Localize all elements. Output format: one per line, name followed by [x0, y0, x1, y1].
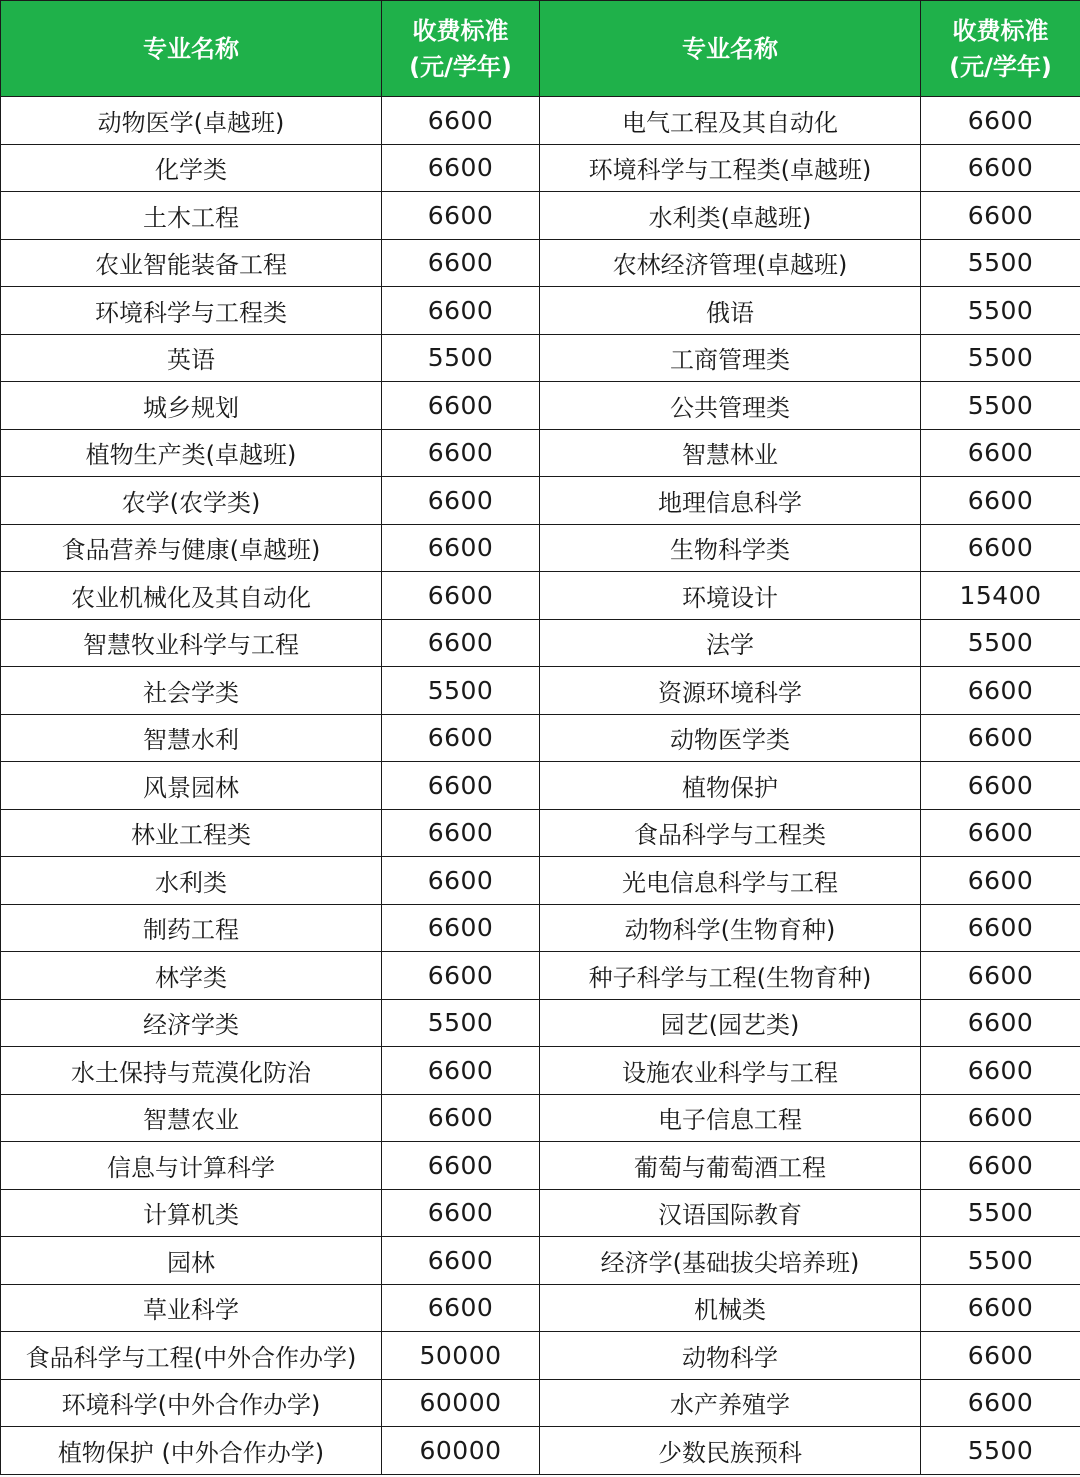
fee-right: 5500 — [921, 334, 1080, 382]
major-name-left: 智慧农业 — [1, 1094, 382, 1142]
fee-right: 6600 — [921, 477, 1080, 525]
table-row — [1, 192, 1080, 240]
fee-right: 6600 — [921, 429, 1080, 477]
fee-right: 6600 — [921, 952, 1080, 1000]
header-fee-unit: (元/学年) — [949, 52, 1052, 81]
major-name-left: 城乡规划 — [1, 382, 382, 430]
table-row — [1, 1094, 1080, 1142]
table-row — [1, 667, 1080, 715]
major-name-left: 计算机类 — [1, 1189, 382, 1237]
major-name-left: 草业科学 — [1, 1284, 382, 1332]
table-row — [1, 714, 1080, 762]
fee-right: 6600 — [921, 1142, 1080, 1190]
table-row — [1, 1189, 1080, 1237]
header-fee-unit: (元/学年) — [409, 52, 512, 81]
fee-right: 6600 — [921, 857, 1080, 905]
fee-left: 5500 — [382, 999, 540, 1047]
header-fee-label: 收费标准 — [952, 16, 1049, 45]
fee-right: 6600 — [921, 97, 1080, 145]
major-name-left: 园林 — [1, 1237, 382, 1285]
major-name-right: 少数民族预科 — [540, 1427, 921, 1475]
table-header — [1, 1, 1080, 97]
major-name-left: 环境科学与工程类 — [1, 287, 382, 335]
fee-right: 6600 — [921, 809, 1080, 857]
table-row — [1, 1142, 1080, 1190]
fee-right: 6600 — [921, 1332, 1080, 1380]
fee-right: 6600 — [921, 1094, 1080, 1142]
fee-left: 6600 — [382, 97, 540, 145]
fee-left: 6600 — [382, 1094, 540, 1142]
major-name-left: 动物医学(卓越班) — [1, 97, 382, 145]
table-row — [1, 429, 1080, 477]
table-row — [1, 1427, 1080, 1475]
fee-right: 6600 — [921, 192, 1080, 240]
major-name-left: 智慧水利 — [1, 714, 382, 762]
table-row — [1, 809, 1080, 857]
major-name-left: 土木工程 — [1, 192, 382, 240]
table-row — [1, 477, 1080, 525]
major-name-left: 水利类 — [1, 857, 382, 905]
header-fee-label: 收费标准 — [412, 16, 509, 45]
major-name-left: 英语 — [1, 334, 382, 382]
table-row — [1, 287, 1080, 335]
table-row — [1, 239, 1080, 287]
major-name-right: 动物科学 — [540, 1332, 921, 1380]
major-name-right: 光电信息科学与工程 — [540, 857, 921, 905]
fee-right: 6600 — [921, 144, 1080, 192]
fee-left: 6600 — [382, 857, 540, 905]
fee-left: 5500 — [382, 334, 540, 382]
major-name-right: 智慧林业 — [540, 429, 921, 477]
fee-right: 6600 — [921, 714, 1080, 762]
fee-right: 6600 — [921, 667, 1080, 715]
major-name-right: 园艺(园艺类) — [540, 999, 921, 1047]
fee-right: 5500 — [921, 619, 1080, 667]
major-name-left: 经济学类 — [1, 999, 382, 1047]
major-name-right: 动物科学(生物育种) — [540, 904, 921, 952]
table-row — [1, 857, 1080, 905]
fee-right: 6600 — [921, 999, 1080, 1047]
fee-left: 6600 — [382, 1284, 540, 1332]
major-name-right: 种子科学与工程(生物育种) — [540, 952, 921, 1000]
major-name-right: 工商管理类 — [540, 334, 921, 382]
table-row — [1, 904, 1080, 952]
fee-left: 6600 — [382, 192, 540, 240]
fee-left: 50000 — [382, 1332, 540, 1380]
fee-left: 6600 — [382, 1142, 540, 1190]
fee-left: 6600 — [382, 572, 540, 620]
fee-left: 6600 — [382, 1189, 540, 1237]
fee-right: 6600 — [921, 1284, 1080, 1332]
fee-left: 6600 — [382, 714, 540, 762]
major-name-right: 法学 — [540, 619, 921, 667]
table-row — [1, 382, 1080, 430]
major-name-right: 公共管理类 — [540, 382, 921, 430]
fee-right: 6600 — [921, 1379, 1080, 1427]
fee-left: 6600 — [382, 762, 540, 810]
fee-left: 6600 — [382, 429, 540, 477]
major-name-left: 食品营养与健康(卓越班) — [1, 524, 382, 572]
fee-right: 5500 — [921, 287, 1080, 335]
major-name-right: 动物医学类 — [540, 714, 921, 762]
major-name-left: 植物生产类(卓越班) — [1, 429, 382, 477]
table-row — [1, 1047, 1080, 1095]
table-row — [1, 334, 1080, 382]
fee-left: 6600 — [382, 809, 540, 857]
header-fee-left — [382, 1, 540, 97]
table-row — [1, 999, 1080, 1047]
major-name-left: 社会学类 — [1, 667, 382, 715]
table-row — [1, 1284, 1080, 1332]
major-name-right: 水产养殖学 — [540, 1379, 921, 1427]
major-name-left: 环境科学(中外合作办学) — [1, 1379, 382, 1427]
table-row — [1, 97, 1080, 145]
major-name-right: 地理信息科学 — [540, 477, 921, 525]
fee-right: 5500 — [921, 382, 1080, 430]
table-row — [1, 619, 1080, 667]
major-name-right: 食品科学与工程类 — [540, 809, 921, 857]
major-name-left: 植物保护 (中外合作办学) — [1, 1427, 382, 1475]
major-name-left: 农学(农学类) — [1, 477, 382, 525]
major-name-right: 农林经济管理(卓越班) — [540, 239, 921, 287]
fee-right: 5500 — [921, 1189, 1080, 1237]
major-name-left: 化学类 — [1, 144, 382, 192]
fee-left: 6600 — [382, 524, 540, 572]
fee-left: 6600 — [382, 904, 540, 952]
fee-left: 6600 — [382, 239, 540, 287]
fee-right: 5500 — [921, 1237, 1080, 1285]
fee-left: 6600 — [382, 619, 540, 667]
table-row — [1, 1237, 1080, 1285]
major-name-right: 资源环境科学 — [540, 667, 921, 715]
major-name-right: 电子信息工程 — [540, 1094, 921, 1142]
major-name-right: 葡萄与葡萄酒工程 — [540, 1142, 921, 1190]
major-name-left: 林学类 — [1, 952, 382, 1000]
major-name-left: 制药工程 — [1, 904, 382, 952]
fee-right: 5500 — [921, 1427, 1080, 1475]
fee-left: 6600 — [382, 382, 540, 430]
fee-right: 5500 — [921, 239, 1080, 287]
fee-right: 15400 — [921, 572, 1080, 620]
table-row — [1, 524, 1080, 572]
major-name-left: 智慧牧业科学与工程 — [1, 619, 382, 667]
table-row — [1, 144, 1080, 192]
fee-right: 6600 — [921, 1047, 1080, 1095]
header-major-name-left: 专业名称 — [1, 1, 382, 97]
table-row — [1, 1332, 1080, 1380]
major-name-right: 水利类(卓越班) — [540, 192, 921, 240]
major-name-right: 植物保护 — [540, 762, 921, 810]
major-name-right: 汉语国际教育 — [540, 1189, 921, 1237]
major-name-right: 环境科学与工程类(卓越班) — [540, 144, 921, 192]
fee-left: 6600 — [382, 952, 540, 1000]
major-name-left: 风景园林 — [1, 762, 382, 810]
major-name-left: 林业工程类 — [1, 809, 382, 857]
header-major-name-right: 专业名称 — [540, 1, 921, 97]
major-name-right: 经济学(基础拔尖培养班) — [540, 1237, 921, 1285]
major-name-left: 农业智能装备工程 — [1, 239, 382, 287]
major-name-right: 机械类 — [540, 1284, 921, 1332]
fee-left: 60000 — [382, 1379, 540, 1427]
major-name-left: 农业机械化及其自动化 — [1, 572, 382, 620]
fee-left: 6600 — [382, 287, 540, 335]
fee-left: 6600 — [382, 144, 540, 192]
table-row — [1, 952, 1080, 1000]
fee-left: 60000 — [382, 1427, 540, 1475]
fee-left: 6600 — [382, 477, 540, 525]
major-name-right: 俄语 — [540, 287, 921, 335]
major-name-right: 设施农业科学与工程 — [540, 1047, 921, 1095]
fee-right: 6600 — [921, 524, 1080, 572]
header-row — [1, 1, 1080, 97]
table-row — [1, 572, 1080, 620]
fee-left: 5500 — [382, 667, 540, 715]
header-fee-right — [921, 1, 1080, 97]
fee-right: 6600 — [921, 762, 1080, 810]
major-name-left: 水土保持与荒漠化防治 — [1, 1047, 382, 1095]
major-name-left: 信息与计算科学 — [1, 1142, 382, 1190]
table-row — [1, 1379, 1080, 1427]
table-body — [1, 97, 1080, 1475]
fee-left: 6600 — [382, 1047, 540, 1095]
table-row — [1, 762, 1080, 810]
fee-left: 6600 — [382, 1237, 540, 1285]
major-name-right: 生物科学类 — [540, 524, 921, 572]
major-name-right: 环境设计 — [540, 572, 921, 620]
major-name-right: 电气工程及其自动化 — [540, 97, 921, 145]
fee-right: 6600 — [921, 904, 1080, 952]
major-name-left: 食品科学与工程(中外合作办学) — [1, 1332, 382, 1380]
